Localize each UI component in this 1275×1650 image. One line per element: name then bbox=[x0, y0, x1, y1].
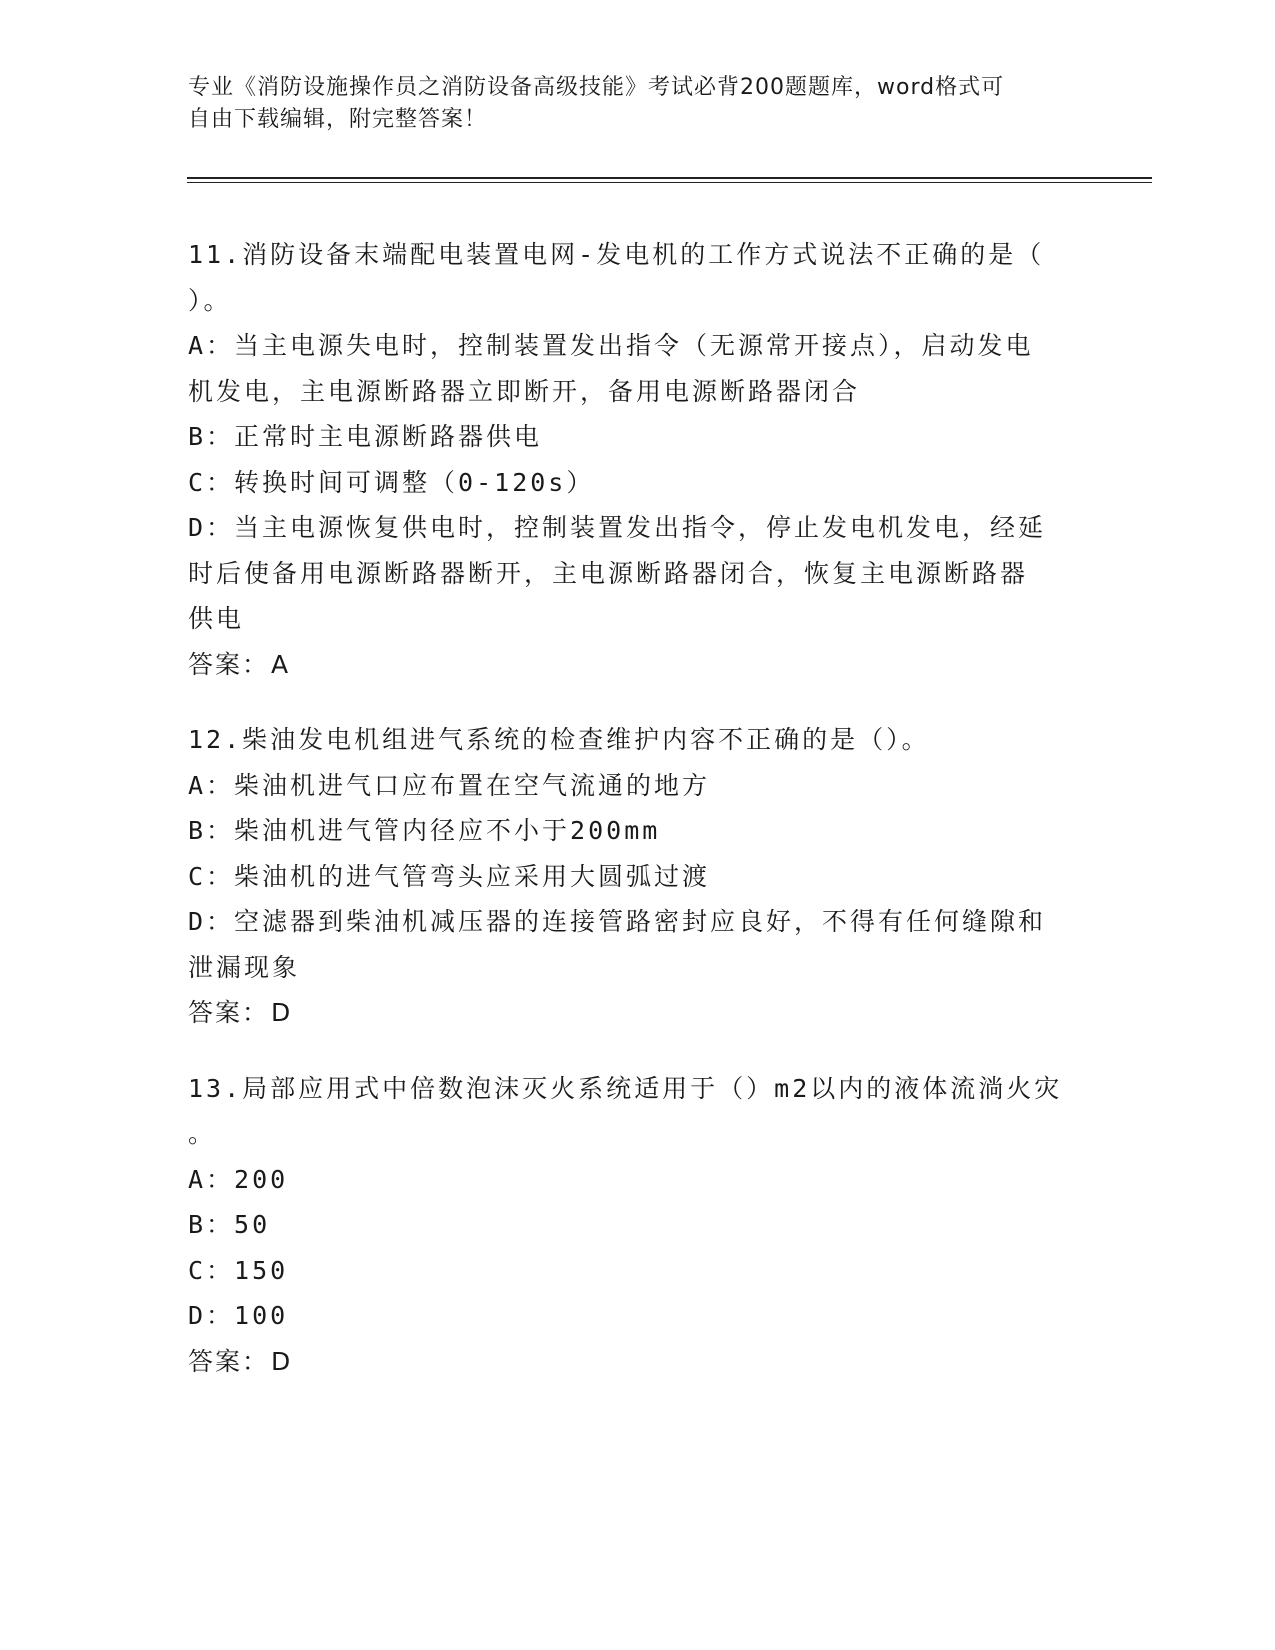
header-divider-thick bbox=[187, 177, 1152, 179]
answer-line bbox=[188, 642, 1088, 688]
header-divider-thin bbox=[187, 182, 1152, 183]
question-stem: 11.消防设备末端配电装置电网-发电机的工作方式说法不正确的是（ ）。 bbox=[188, 240, 1045, 315]
question-stem: 13.局部应用式中倍数泡沫灭火系统适用于（）m2以内的液体流淌火灾 。 bbox=[188, 1073, 1063, 1148]
option-d: D：当主电源恢复供电时，控制装置发出指令，停止发电机发电，经延 时后使备用电源断路器断开，主电源断路器闭合，恢复主电源断路器 供电 bbox=[188, 513, 1047, 633]
question-11 bbox=[188, 232, 1088, 687]
answer-value: D bbox=[271, 1346, 293, 1376]
option-b: B：50 bbox=[188, 1210, 271, 1239]
option-a: A：柴油机进气口应布置在空气流通的地方 bbox=[188, 770, 711, 800]
question-13 bbox=[188, 1066, 1088, 1385]
option-d: D：100 bbox=[188, 1301, 289, 1330]
answer-line bbox=[188, 1339, 1088, 1385]
option-b: B：正常时主电源断路器供电 bbox=[188, 422, 543, 451]
answer-value: A bbox=[271, 649, 291, 679]
option-d: D：空滤器到柴油机减压器的连接管路密封应良好，不得有任何缝隙和 泄漏现象 bbox=[188, 907, 1047, 982]
answer-label: 答案： bbox=[188, 1346, 270, 1376]
answer-value: D bbox=[271, 998, 293, 1027]
option-c: C：柴油机的进气管弯头应采用大圆弧过渡 bbox=[188, 861, 711, 891]
option-c: C：转换时间可调整（0-120s） bbox=[188, 467, 595, 497]
option-a: A：当主电源失电时，控制装置发出指令（无源常开接点），启动发电 机发电，主电源断路器立即断开，备用电源断路器闭合 bbox=[188, 331, 1034, 406]
answer-label: 答案： bbox=[188, 998, 270, 1027]
question-list bbox=[188, 232, 1088, 1414]
document-header: 专业《消防设施操作员之消防设备高级技能》考试必背200题题库，word格式可 自由下载编辑，附完整答案！ bbox=[188, 75, 1005, 132]
answer-label: 答案： bbox=[188, 649, 270, 679]
answer-line bbox=[188, 990, 1088, 1036]
question-stem: 12.柴油发电机组进气系统的检查维护内容不正确的是（）。 bbox=[188, 725, 930, 754]
option-b: B：柴油机进气管内径应不小于200mm bbox=[188, 816, 661, 845]
question-12 bbox=[188, 717, 1088, 1036]
option-c: C：150 bbox=[188, 1255, 289, 1285]
option-a: A：200 bbox=[188, 1164, 289, 1194]
